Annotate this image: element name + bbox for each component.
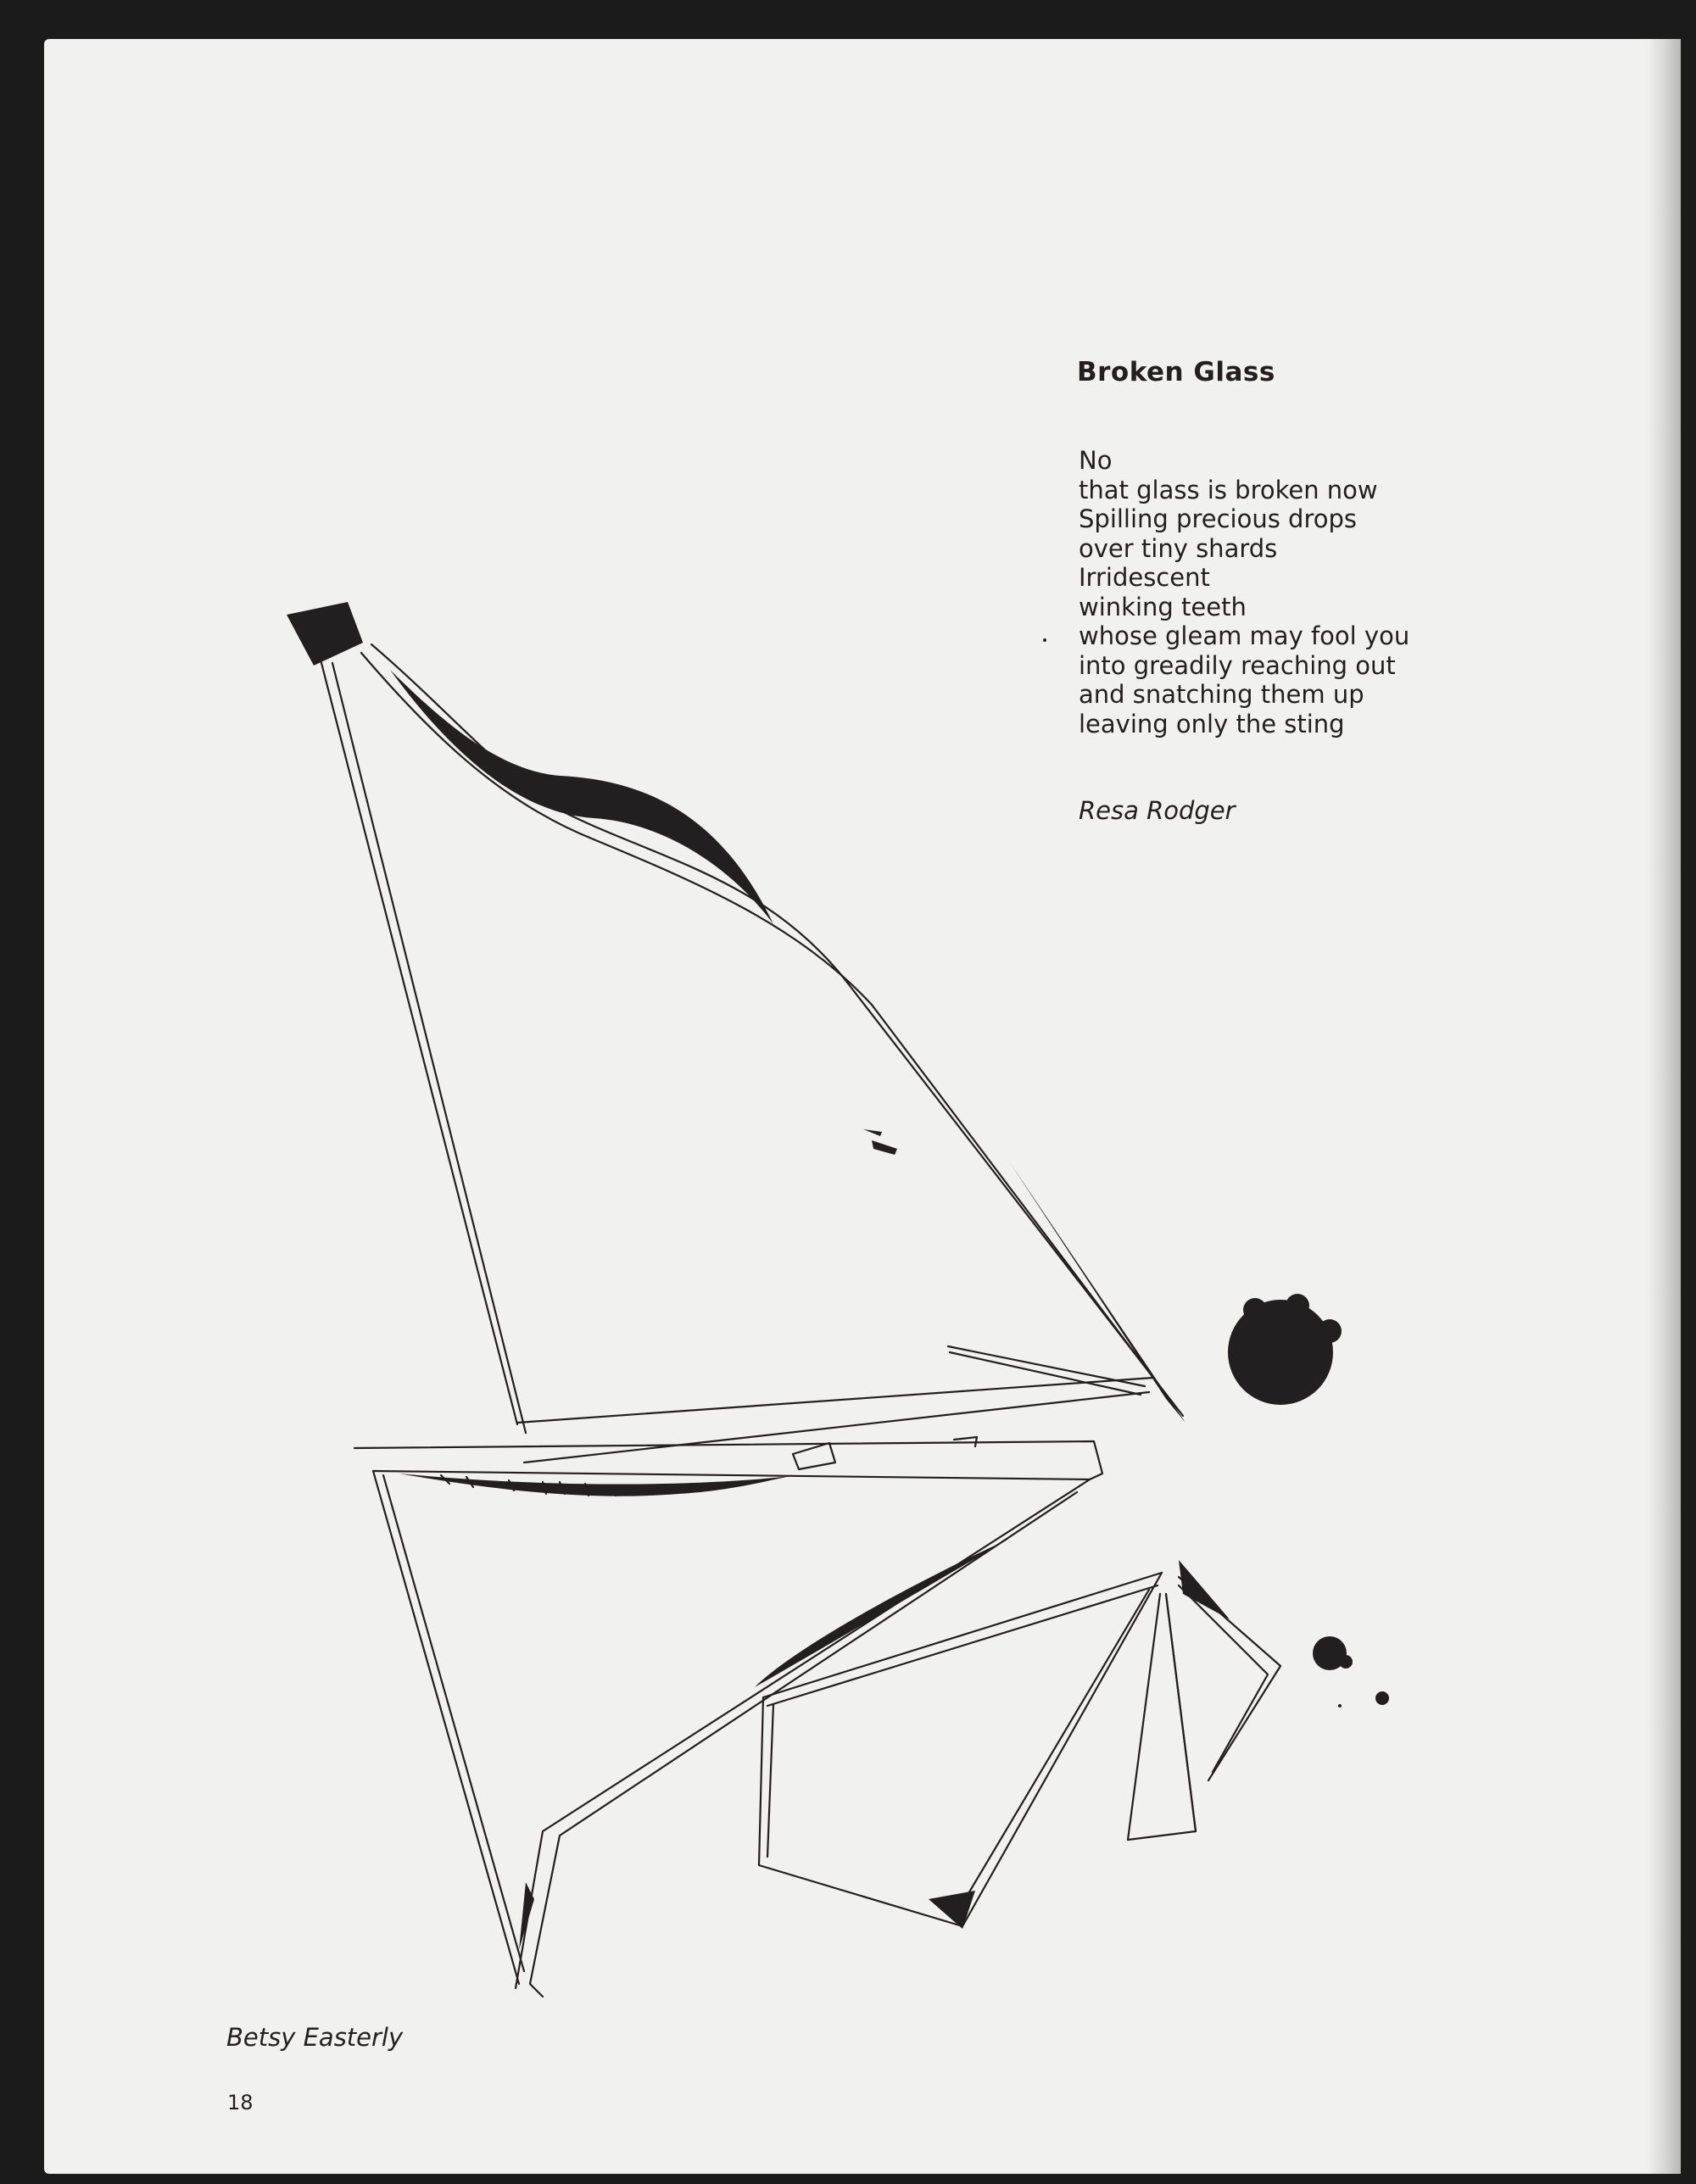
ink-blot-large-edge-3 [1318,1319,1342,1343]
upper-shard-base [517,1378,1153,1423]
middle-shard-dark-edge [399,1474,797,1496]
ink-blot-large [1228,1300,1333,1405]
illustration-artist: Betsy Easterly [226,2023,404,2052]
lower-right-shard-dark-sweep [755,1539,1009,1687]
ink-speck [1338,1704,1342,1708]
ink-dot [1375,1691,1389,1705]
poem-line: winking teeth [1079,592,1247,621]
small-dark-mark [872,1140,897,1155]
poem-line: No [1079,446,1113,475]
middle-shard-fragment [793,1443,835,1469]
small-dark-mark-2 [863,1129,882,1136]
upper-shard-right-inner-edge [872,1005,1166,1395]
magazine-page [44,39,1681,2174]
lower-left-shard-inner-edge [383,1475,524,1971]
upper-shard-dark-sweep [390,670,773,924]
poem-line: whose gleam may fool you [1079,621,1410,650]
poem-author: Resa Rodger [1079,796,1236,825]
ink-blot-large-edge-1 [1243,1298,1267,1322]
upper-shard-spike [948,1346,1145,1386]
lower-left-shard-right-inner [530,1492,1077,1997]
small-shard-right [1166,1594,1196,1831]
ink-blot-large-edge-2 [1286,1294,1309,1318]
middle-shard-bottom [373,1471,1090,1479]
middle-shard-top [354,1441,1102,1479]
lower-left-shard-left-edge [373,1471,519,1984]
upper-shard-left-edge [321,660,517,1424]
lower-right-shard-left-inner [767,1704,773,1857]
upper-shard-base-inner [524,1392,1149,1462]
lower-right-shard-left [759,1697,962,1926]
poem-line: over tiny shards [1079,533,1278,563]
poem-body [1079,446,1409,738]
broken-glass-illustration [44,39,1681,2174]
page-number: 18 [227,2091,254,2114]
upper-shard-dark-tip [287,602,363,666]
poem-line: Spilling precious drops [1079,504,1357,533]
poem-line: and snatching them up [1079,680,1364,709]
lower-left-shard-right-edge [516,1479,1090,1988]
ink-blot-small-2 [1339,1655,1353,1669]
poem-line: Irridescent [1079,563,1210,592]
upper-shard-spike-inner [950,1352,1141,1395]
ink-speck-2 [1043,638,1046,642]
poem-title: Broken Glass [1077,357,1275,387]
poem-line: that glass is broken now [1079,475,1378,504]
poem-line: leaving only the sting [1079,709,1345,738]
small-shard-left [1128,1594,1196,1840]
poem-line: into greadily reaching out [1079,650,1396,680]
